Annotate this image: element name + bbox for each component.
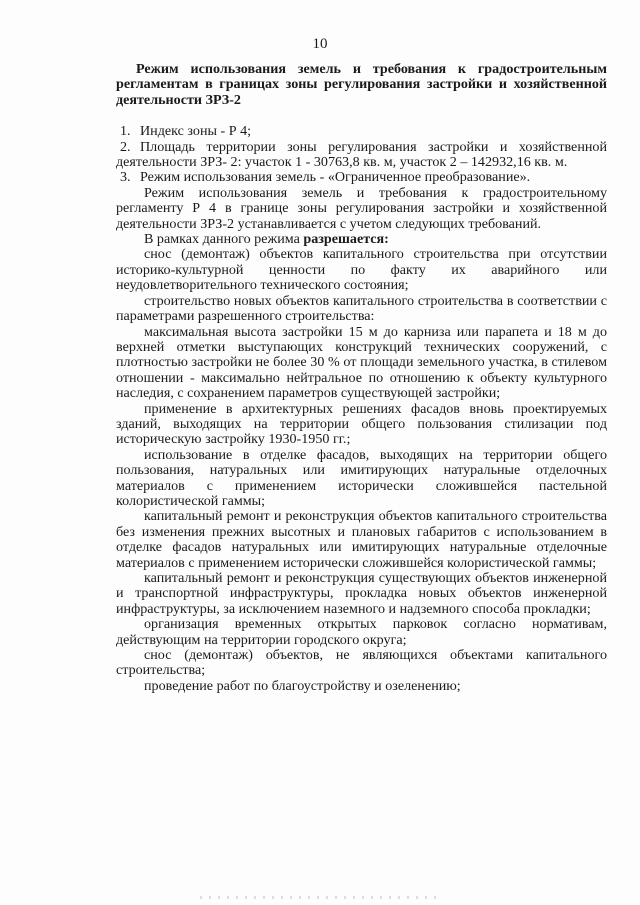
body-paragraph: максимальная высота застройки 15 м до карниза или парапета и 18 м до верхней отметки выступающих конструкций технических сооружений, с плотностью застройки не более 30 % от площади земельного участка, в стилевом отношении - максимально нейтральное по отношению к объекту культурного наследия, с сохранением параметров существующей застройки; (116, 323, 607, 402)
item-text: Индекс зоны - Р 4; (140, 123, 252, 140)
item-number: 1. (120, 123, 131, 140)
body-paragraph: применение в архитектурных решениях фасадов вновь проектируемых зданий, выходящих на территории общего пользования стилизации под историческую застройку 1930-1950 гг.; (116, 400, 607, 448)
document-body (116, 62, 607, 694)
body-paragraph: проведение работ по благоустройству и озеленению; (144, 677, 461, 694)
allowed-intro-emphasis: разрешается: (303, 231, 389, 248)
body-paragraph: организация временных открытых парковок согласно нормативам, действующим на территории городского округа; (116, 616, 607, 648)
section-heading: Режим использования земель и требования к градостроительным регламентам в границах зоны регулирования застройки и хозяйственной деятельности ЗРЗ-2 (116, 61, 607, 108)
intro-paragraph: Режим использования земель и требования к градостроительному регламенту Р 4 в границе зоны регулирования застройки и хозяйственной деятельности ЗРЗ-2 устанавливается с учетом следующих требований. (116, 184, 607, 232)
body-paragraph: строительство новых объектов капитального строительства в соответствии с параметрами разрешенного строительства: (116, 292, 607, 325)
item-text: Режим использования земель - «Ограниченное преобразование». (140, 169, 531, 186)
item-number: 2. (120, 138, 131, 155)
item-number: 3. (120, 169, 131, 186)
page-number: 10 (312, 36, 328, 52)
allowed-intro-prefix: В рамках данного режима (144, 231, 304, 248)
scan-artifact (200, 896, 440, 899)
numbered-item (116, 140, 607, 171)
body-paragraph: капитальный ремонт и реконструкция существующих объектов инженерной и транспортной инфраструктуры, прокладка новых объектов инженерной инфраструктуры, за исключением наземного и надземного способа прокладки; (116, 570, 607, 617)
numbered-item (116, 124, 607, 139)
item-text: Площадь территории зоны регулирования застройки и хозяйственной деятельности ЗРЗ- 2: участок 1 - 30763,8 кв. м, участок 2 – 142932,16 кв. м. (116, 138, 607, 171)
body-paragraph: снос (демонтаж) объектов, не являющихся объектами капитального строительства; (116, 647, 607, 679)
body-paragraph: использование в отделке фасадов, выходящих на территории общего пользования, натуральных или имитирующих натуральные отделочных материалов с применением исторически сложившейся пастельной колористической гаммы; (116, 446, 607, 509)
numbered-item (116, 170, 607, 185)
body-paragraph: снос (демонтаж) объектов капитального строительства при отсутствии историко-культурной ценности по факту их аварийного или неудовлетворительного технического состояния; (116, 246, 607, 294)
allowed-intro (116, 232, 607, 247)
body-paragraph: капитальный ремонт и реконструкция объектов капитального строительства без изменения прежних высотных и плановых габаритов с использованием в отделке фасадов натуральных или имитирующих натуральные отделочные материалов с применением исторически сложившейся колористической гаммы; (116, 508, 607, 571)
